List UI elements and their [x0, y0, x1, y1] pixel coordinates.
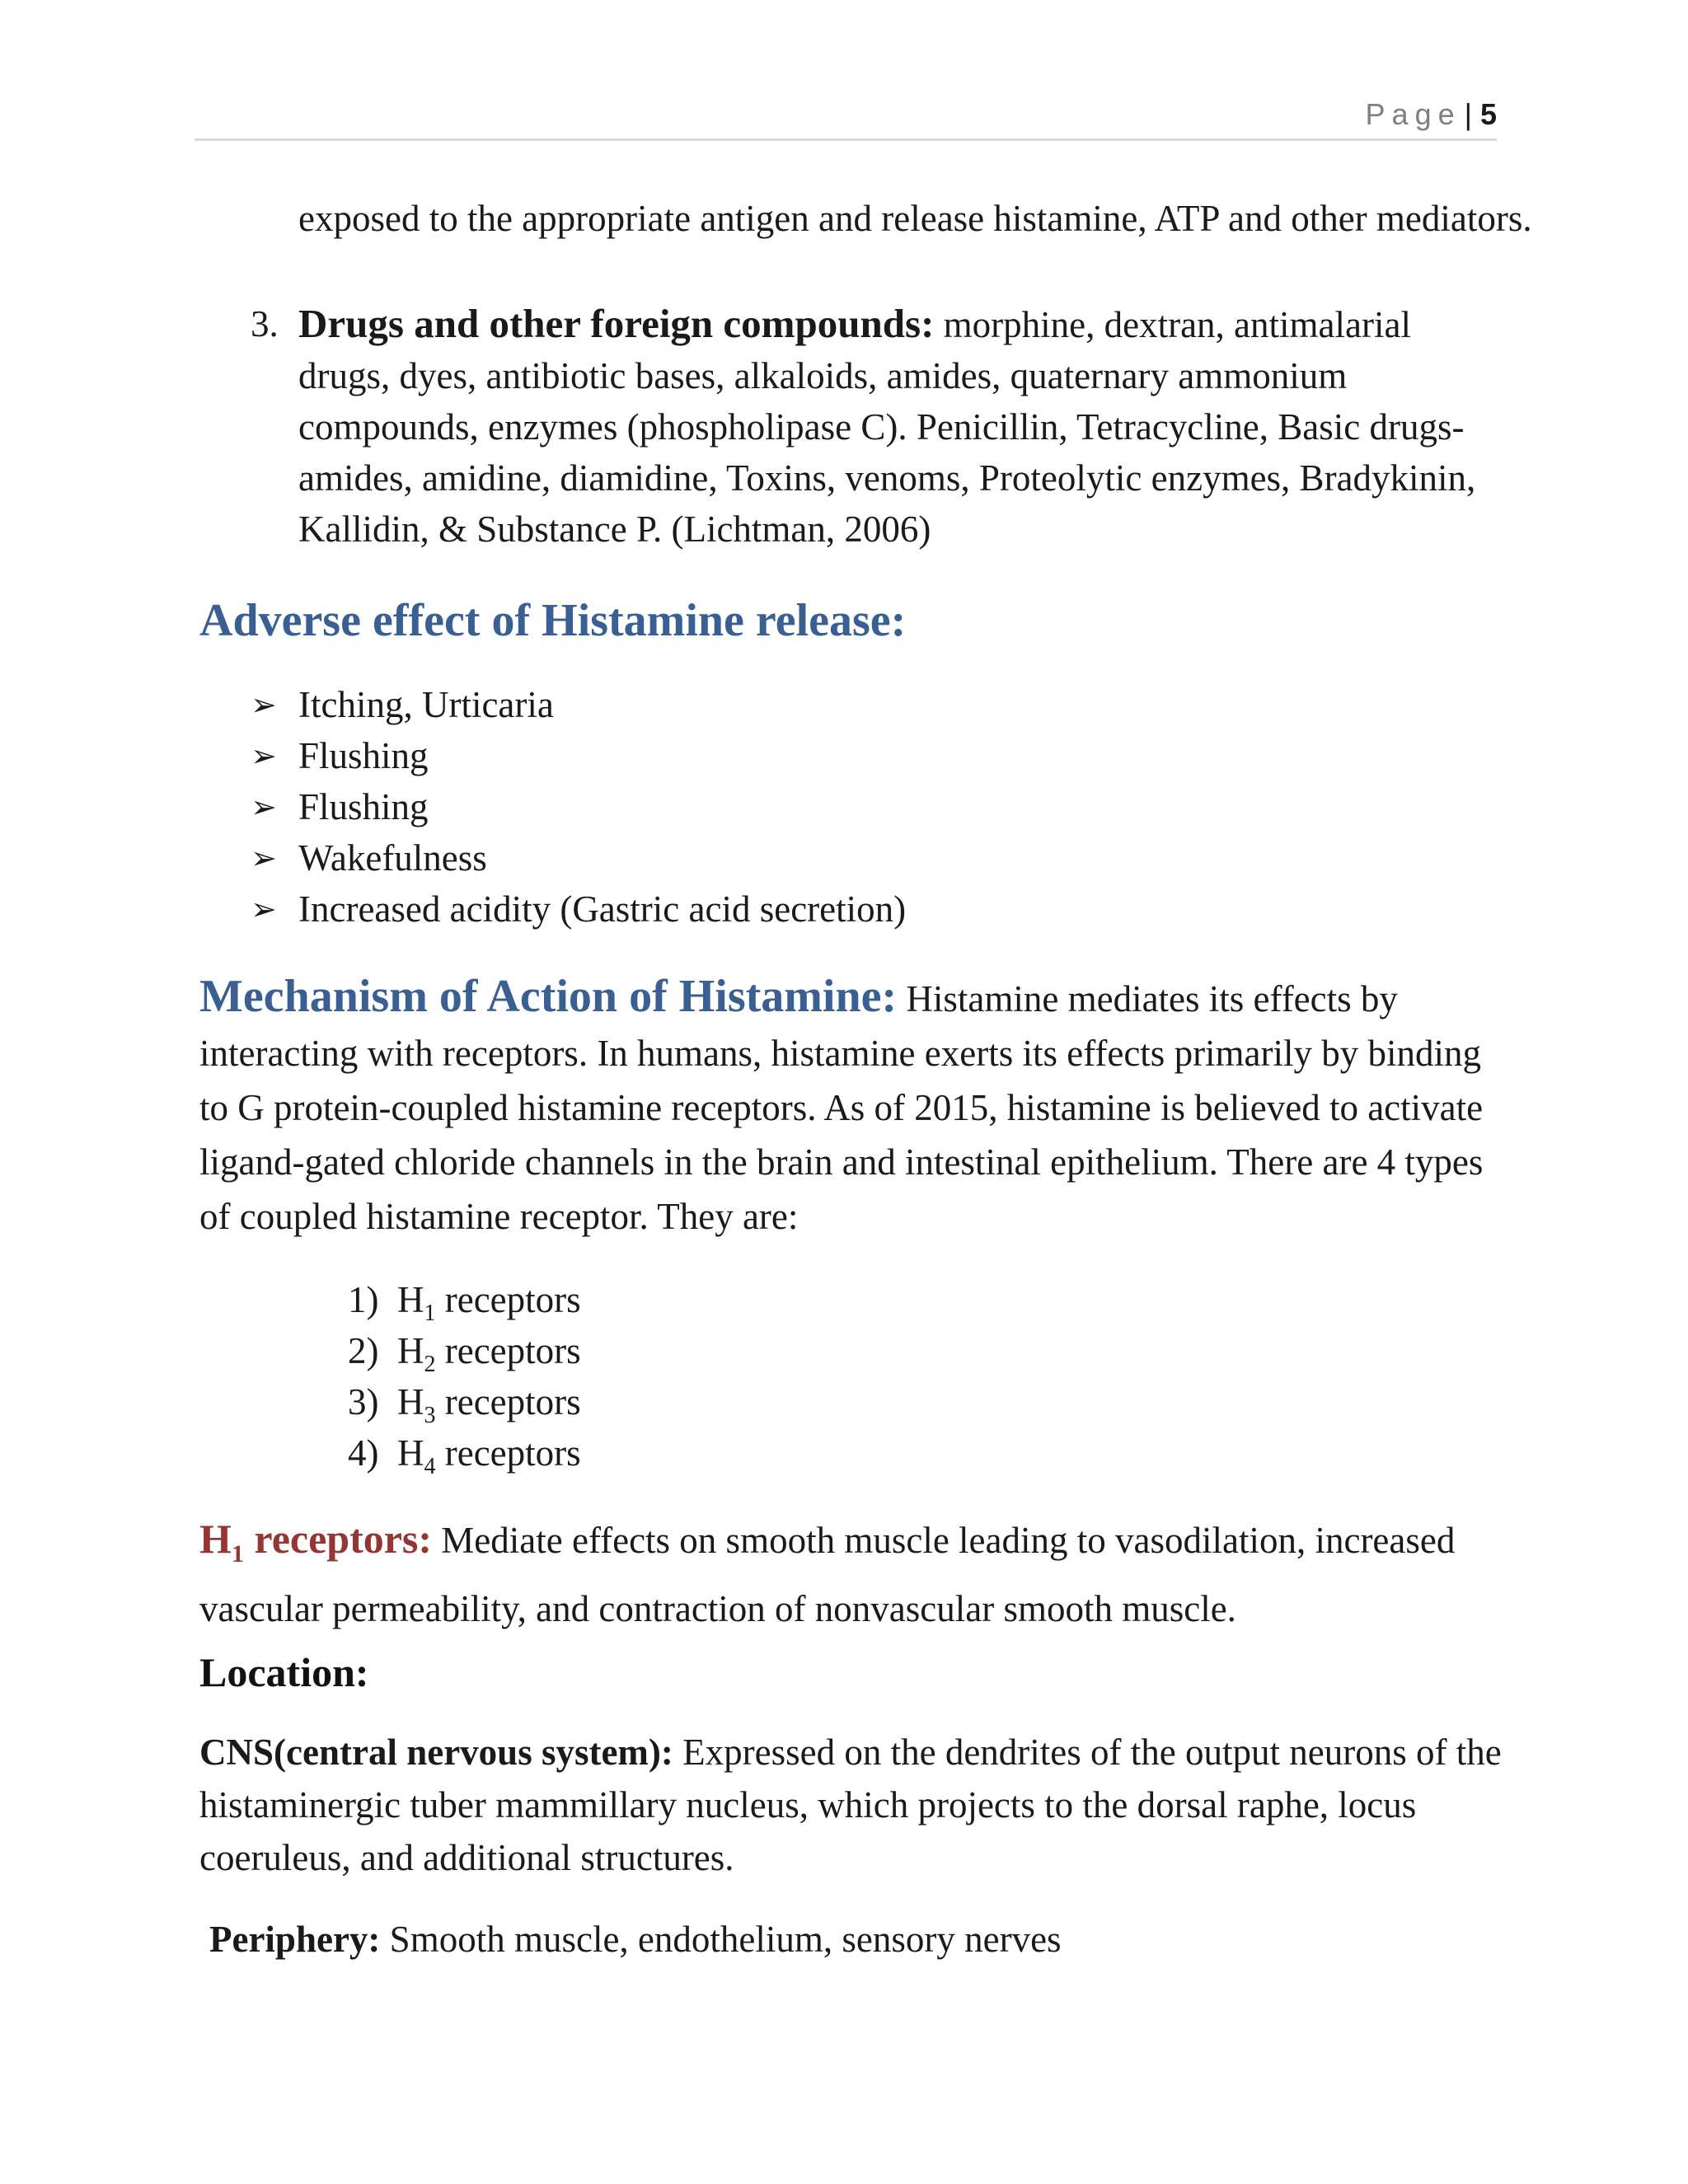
item-text: morphine, dextran, antimalarial drugs, dyes, antibiotic bases, alkaloids, amides, quaternary ammonium compounds, enzymes (phospholipase C). Penicillin, Tetracycline, Basic drugs- amides, amidine, diamidine, Toxins, venoms, Proteolytic enzymes, Bradykinin, Kallidin, & Substance P. (Lichtman, 2006) — [298, 304, 1476, 550]
arrow-bullet-icon: ➢ — [251, 738, 277, 774]
list-item — [251, 679, 906, 730]
list-item-text: Increased acidity (Gastric acid secretion) — [298, 888, 907, 930]
arrow-bullet-icon: ➢ — [251, 840, 277, 876]
list-item — [251, 832, 906, 883]
cns-text: Expressed on the dendrites of the output neurons of the histaminergic tuber mammillary nucleus, which projects to the dorsal raphe, locus coeruleus, and additional structures. — [199, 1732, 1502, 1878]
receptor-word: receptors — [435, 1381, 581, 1422]
receptor-letter: H — [397, 1432, 424, 1474]
arrow-bullet-icon: ➢ — [251, 789, 277, 825]
receptor-index: 3) — [348, 1381, 379, 1422]
receptor-subscript: 2 — [424, 1352, 436, 1377]
list-item — [348, 1427, 581, 1479]
receptor-word: receptors — [435, 1330, 581, 1371]
numbered-item-3 — [251, 298, 1503, 555]
page-separator: | — [1464, 97, 1472, 131]
cns-label: CNS(central nervous system): — [199, 1732, 673, 1773]
page-number: 5 — [1479, 97, 1497, 131]
receptor-letter: H — [397, 1330, 424, 1371]
adverse-heading: Adverse effect of Histamine release: — [199, 595, 907, 646]
receptor-subscript: 1 — [424, 1301, 436, 1326]
mechanism-heading: Mechanism of Action of Histamine: — [199, 971, 898, 1022]
arrow-bullet-icon: ➢ — [251, 687, 277, 723]
arrow-bullet-icon: ➢ — [251, 891, 277, 927]
page-word: Page — [1365, 97, 1461, 131]
list-item — [348, 1274, 581, 1325]
h1-text: Mediate effects on smooth muscle leading to vasodilation, increased vascular permeability, and contraction of nonvascular smooth muscle. — [199, 1520, 1456, 1629]
h1-paragraph — [199, 1511, 1502, 1636]
list-item — [251, 781, 906, 832]
receptor-word: receptors — [435, 1432, 581, 1474]
list-item — [251, 883, 906, 935]
list-item-text: Flushing — [298, 786, 429, 827]
mechanism-paragraph — [199, 969, 1502, 1244]
receptor-letter: H — [397, 1381, 424, 1422]
receptor-index: 4) — [348, 1432, 379, 1474]
list-item — [251, 730, 906, 781]
receptor-subscript: 4 — [424, 1454, 436, 1479]
page-header — [195, 97, 1497, 141]
receptor-index: 2) — [348, 1330, 379, 1371]
receptor-word: receptors — [435, 1279, 581, 1320]
item-number: 3. — [251, 303, 279, 344]
intro-continuation: exposed to the appropriate antigen and release histamine, ATP and other mediators. — [298, 198, 1532, 239]
receptor-letter: H — [397, 1279, 424, 1320]
adverse-effects-list — [251, 679, 906, 935]
periphery-paragraph — [209, 1914, 1512, 1965]
list-item-text: Wakefulness — [298, 837, 487, 879]
list-item-text: Itching, Urticaria — [298, 684, 554, 725]
item-body — [298, 298, 1503, 555]
list-item — [348, 1325, 581, 1376]
periphery-label: Periphery: — [209, 1919, 381, 1960]
h1-heading-letter: H — [199, 1516, 232, 1562]
list-item-text: Flushing — [298, 735, 429, 776]
item-lead: Drugs and other foreign compounds: — [298, 301, 935, 346]
h1-heading-subscript: 1 — [231, 1540, 244, 1568]
list-item — [348, 1376, 581, 1427]
receptor-index: 1) — [348, 1279, 379, 1320]
location-heading: Location: — [199, 1649, 369, 1695]
h1-heading — [199, 1516, 433, 1568]
receptor-subscript: 3 — [424, 1403, 436, 1428]
mechanism-text: Histamine mediates its effects by interacting with receptors. In humans, histamine exerts its effects primarily by binding to G protein-coupled histamine receptors. As of 2015, histamine is believed to activate ligand-gated chloride channels in the brain and intestinal epithelium. There are 4 types of coupled histamine receptor. They are: — [199, 978, 1484, 1237]
periphery-text: Smooth muscle, endothelium, sensory nerves — [380, 1919, 1062, 1960]
cns-paragraph — [199, 1726, 1502, 1884]
page-number-label — [1366, 97, 1497, 132]
h1-heading-rest: receptors: — [243, 1516, 433, 1562]
receptor-list — [348, 1274, 581, 1479]
